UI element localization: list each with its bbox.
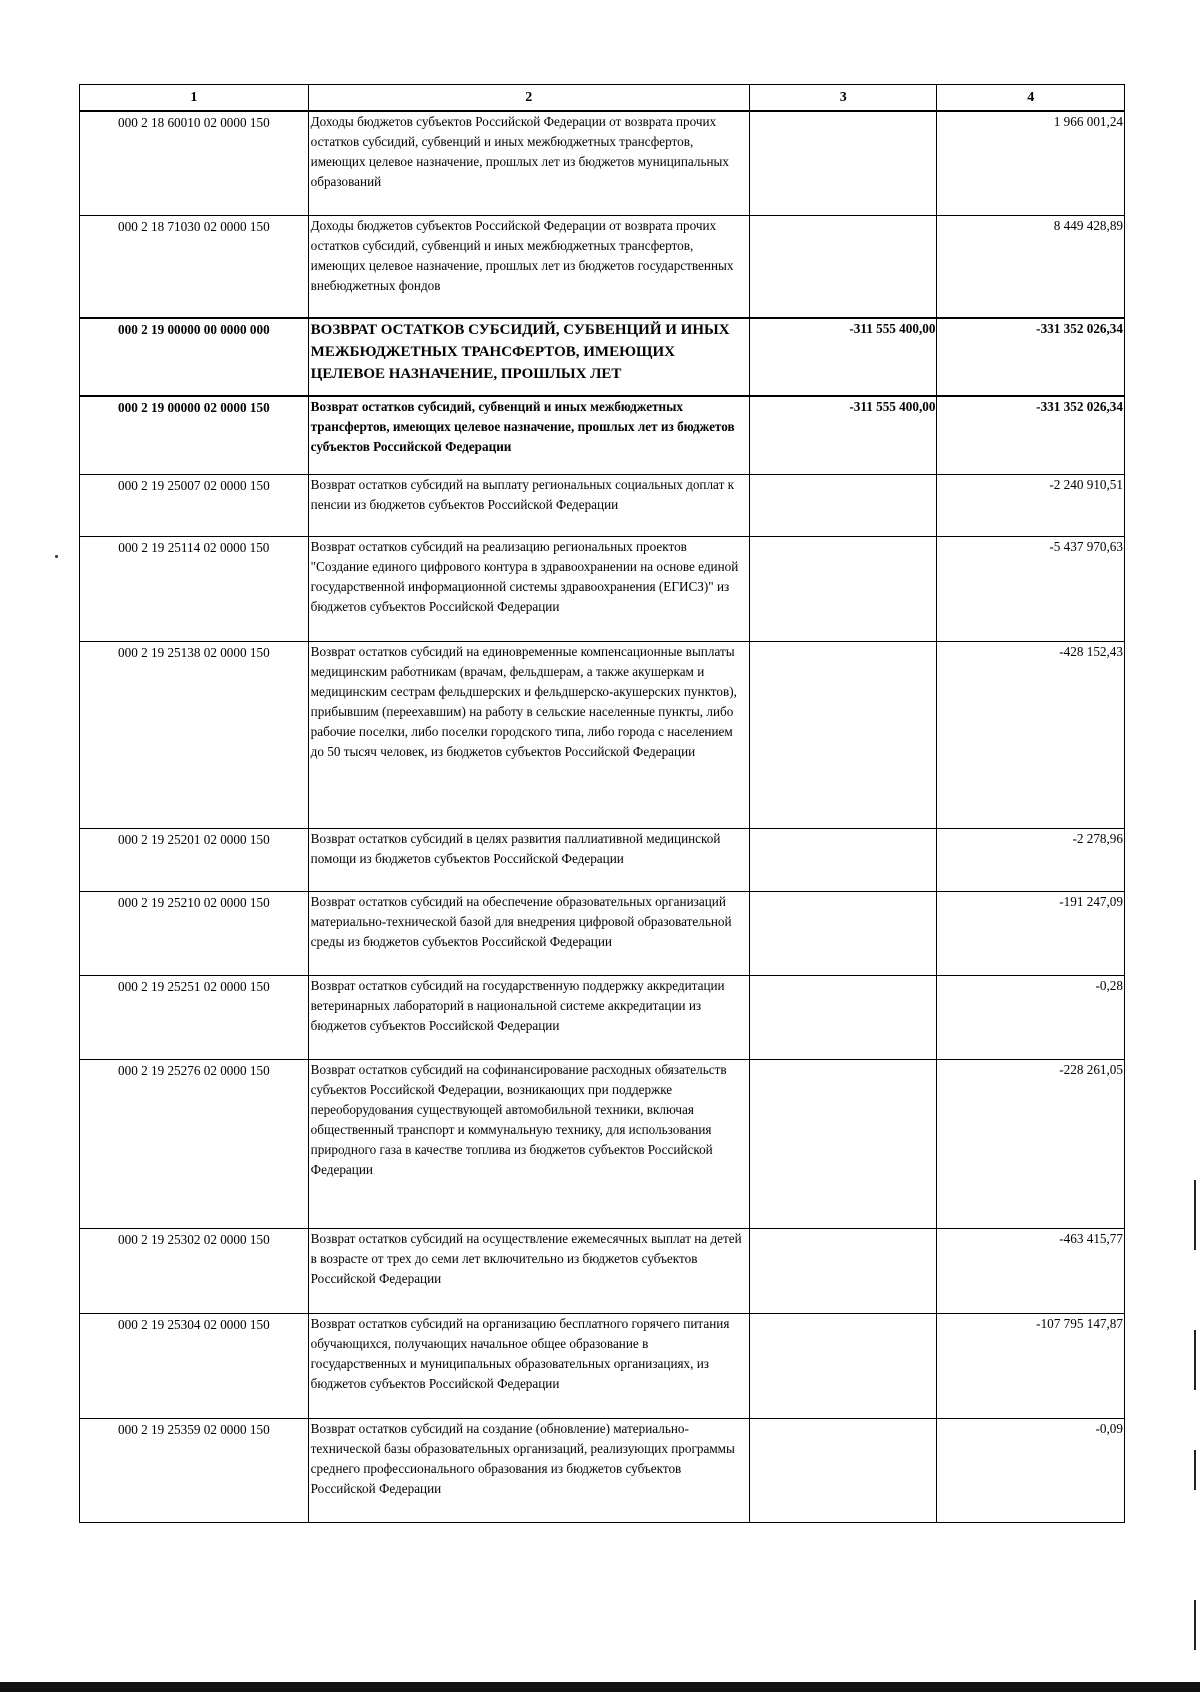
row-execution: -463 415,77: [937, 1228, 1125, 1313]
row-description: Возврат остатков субсидий на реализацию региональных проектов "Создание единого цифрового контура в здравоохранении на основе единой государственной информационной системы здравоохранения (ЕГИСЗ)" из бюджетов субъектов Российской Федерации: [308, 536, 749, 641]
row-code: 000 2 19 25276 02 0000 150: [80, 1059, 309, 1228]
row-code: 000 2 19 00000 02 0000 150: [80, 396, 309, 474]
row-description: Возврат остатков субсидий на обеспечение образовательных организаций материально-технической базой для внедрения цифровой образовательной среды из бюджетов субъектов Российской Федерации: [308, 891, 749, 975]
row-code: 000 2 18 71030 02 0000 150: [80, 215, 309, 318]
row-code: 000 2 19 25304 02 0000 150: [80, 1313, 309, 1418]
scan-edge-mark: [1194, 1330, 1196, 1390]
scan-edge-mark: [1194, 1180, 1196, 1250]
row-plan: [749, 975, 937, 1059]
row-code: 000 2 19 25201 02 0000 150: [80, 828, 309, 891]
row-execution: -331 352 026,34: [937, 396, 1125, 474]
table-row: [80, 828, 1125, 891]
row-execution: -228 261,05: [937, 1059, 1125, 1228]
table-row-subtotal: [80, 396, 1125, 474]
table-row-section-total: [80, 318, 1125, 396]
row-description: Возврат остатков субсидий на организацию бесплатного горячего питания обучающихся, получающих начальное общее образование в государственных и муниципальных образовательных организациях, из бюджетов субъектов Российской Федерации: [308, 1313, 749, 1418]
row-plan: -311 555 400,00: [749, 318, 937, 396]
scan-dot: [55, 555, 58, 558]
table-row: [80, 474, 1125, 536]
row-plan: [749, 1228, 937, 1313]
row-code: 000 2 19 25007 02 0000 150: [80, 474, 309, 536]
row-description: Возврат остатков субсидий, субвенций и иных межбюджетных трансфертов, имеющих целевое назначение, прошлых лет из бюджетов субъектов Российской Федерации: [308, 396, 749, 474]
row-plan: [749, 641, 937, 828]
header-col-3: 3: [749, 85, 937, 112]
table-row: [80, 111, 1125, 215]
header-col-4: 4: [937, 85, 1125, 112]
row-execution: -0,09: [937, 1418, 1125, 1522]
row-description: Доходы бюджетов субъектов Российской Федерации от возврата прочих остатков субсидий, субвенций и иных межбюджетных трансфертов, имеющих целевое назначение, прошлых лет из бюджетов муниципальных образований: [308, 111, 749, 215]
table-row: [80, 1059, 1125, 1228]
row-plan: [749, 536, 937, 641]
row-plan: [749, 828, 937, 891]
table-row: [80, 891, 1125, 975]
row-plan: [749, 1418, 937, 1522]
row-description: Возврат остатков субсидий на единовременные компенсационные выплаты медицинским работникам (врачам, фельдшерам, а также акушеркам и медицинским сестрам фельдшерских и фельдшерско-акушерских пунктов), прибывшим (переехавшим) на работу в сельские населенные пункты, либо рабочие поселки, либо поселки городского типа, либо города с населением до 50 тысяч человек, из бюджетов субъектов Российской Федерации: [308, 641, 749, 828]
scan-edge-mark: [1194, 1600, 1196, 1650]
row-execution: -107 795 147,87: [937, 1313, 1125, 1418]
row-description: Доходы бюджетов субъектов Российской Федерации от возврата прочих остатков субсидий, субвенций и иных межбюджетных трансфертов, имеющих целевое назначение, прошлых лет из бюджетов государственных внебюджетных фондов: [308, 215, 749, 318]
row-description: Возврат остатков субсидий на создание (обновление) материально-технической базы образовательных организаций, реализующих программы среднего профессионального образования из бюджетов субъектов Российской Федерации: [308, 1418, 749, 1522]
row-execution: -2 240 910,51: [937, 474, 1125, 536]
row-description: ВОЗВРАТ ОСТАТКОВ СУБСИДИЙ, СУБВЕНЦИЙ И ИНЫХ МЕЖБЮДЖЕТНЫХ ТРАНСФЕРТОВ, ИМЕЮЩИХ ЦЕЛЕВОЕ НАЗНАЧЕНИЕ, ПРОШЛЫХ ЛЕТ: [308, 318, 749, 396]
table-row: [80, 1313, 1125, 1418]
row-execution: 8 449 428,89: [937, 215, 1125, 318]
scan-edge-mark: [1194, 1450, 1196, 1490]
row-description: Возврат остатков субсидий на осуществление ежемесячных выплат на детей в возрасте от трех до семи лет включительно из бюджетов субъектов Российской Федерации: [308, 1228, 749, 1313]
row-execution: -331 352 026,34: [937, 318, 1125, 396]
header-row: [80, 85, 1125, 112]
row-execution: -5 437 970,63: [937, 536, 1125, 641]
row-execution: -428 152,43: [937, 641, 1125, 828]
row-execution: 1 966 001,24: [937, 111, 1125, 215]
table-row: [80, 975, 1125, 1059]
table-row: [80, 1418, 1125, 1522]
row-description: Возврат остатков субсидий на выплату региональных социальных доплат к пенсии из бюджетов субъектов Российской Федерации: [308, 474, 749, 536]
row-code: 000 2 19 00000 00 0000 000: [80, 318, 309, 396]
row-plan: [749, 111, 937, 215]
row-description: Возврат остатков субсидий на софинансирование расходных обязательств субъектов Российской Федерации, возникающих при поддержке переоборудования существующей автомобильной техники, включая общественный транспорт и коммунальную технику, для использования природного газа в качестве топлива из бюджетов субъектов Российской Федерации: [308, 1059, 749, 1228]
table-row: [80, 641, 1125, 828]
row-description: Возврат остатков субсидий на государственную поддержку аккредитации ветеринарных лабораторий в национальной системе аккредитации из бюджетов субъектов Российской Федерации: [308, 975, 749, 1059]
row-plan: [749, 474, 937, 536]
row-execution: -0,28: [937, 975, 1125, 1059]
table-row: [80, 1228, 1125, 1313]
row-code: 000 2 18 60010 02 0000 150: [80, 111, 309, 215]
row-plan: -311 555 400,00: [749, 396, 937, 474]
table-row: [80, 215, 1125, 318]
row-code: 000 2 19 25210 02 0000 150: [80, 891, 309, 975]
row-description: Возврат остатков субсидий в целях развития паллиативной медицинской помощи из бюджетов субъектов Российской Федерации: [308, 828, 749, 891]
row-plan: [749, 215, 937, 318]
row-code: 000 2 19 25302 02 0000 150: [80, 1228, 309, 1313]
header-col-1: 1: [80, 85, 309, 112]
row-plan: [749, 891, 937, 975]
table-row: [80, 536, 1125, 641]
row-code: 000 2 19 25114 02 0000 150: [80, 536, 309, 641]
row-plan: [749, 1059, 937, 1228]
row-execution: -191 247,09: [937, 891, 1125, 975]
row-code: 000 2 19 25251 02 0000 150: [80, 975, 309, 1059]
header-col-2: 2: [308, 85, 749, 112]
row-code: 000 2 19 25359 02 0000 150: [80, 1418, 309, 1522]
row-code: 000 2 19 25138 02 0000 150: [80, 641, 309, 828]
scan-bottom-edge: [0, 1682, 1200, 1692]
row-execution: -2 278,96: [937, 828, 1125, 891]
budget-table: [79, 84, 1125, 1523]
row-plan: [749, 1313, 937, 1418]
